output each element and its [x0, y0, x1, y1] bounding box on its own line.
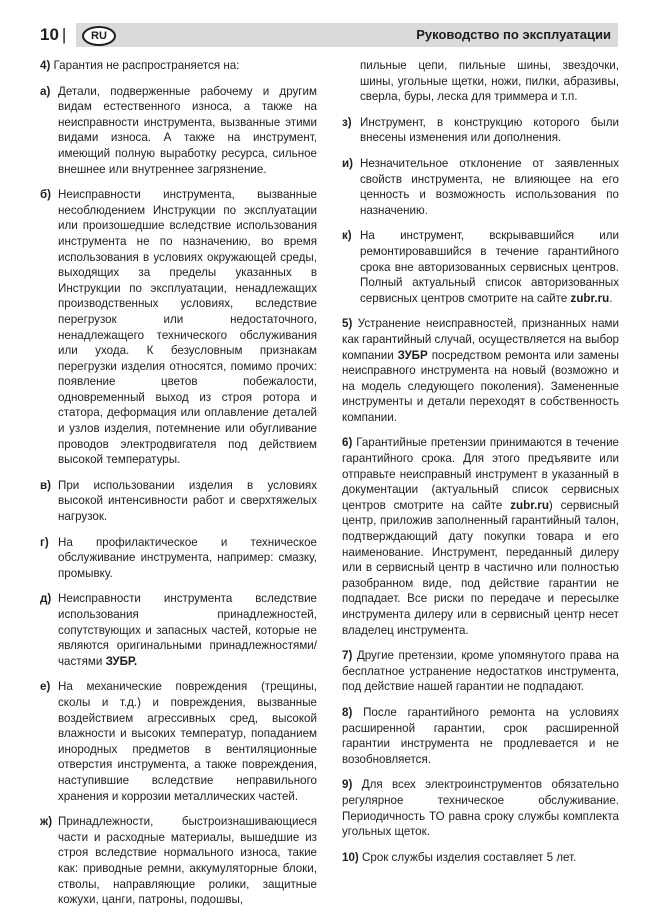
item-marker: г) [40, 535, 49, 549]
item-marker: к) [342, 229, 352, 243]
item-text: Гарантия не распространяется на: [53, 59, 240, 72]
item-text: При использовании изделия в условиях высокой интенсивности работ и сверхтяжелых нагрузок. [58, 478, 317, 524]
section-text: Для всех электроинструментов обязательно регулярное техническое обслуживание. Периодичность ТО равна сроку службы комплекта угольных щеток. [342, 778, 619, 839]
item-d [40, 591, 317, 669]
item-z [342, 115, 619, 146]
site-link[interactable]: zubr.ru [570, 291, 610, 305]
item-text: Детали, подверженные рабочему и другим видам естественного износа, а также на неисправности инструмента, вызванные этими видами износа. А также на инструмент, имеющий полную выработку ресурса, сильное внешнее или внутреннее загрязнение. [58, 84, 317, 176]
section-7 [342, 648, 619, 695]
section-4-intro [40, 58, 317, 74]
section-9 [342, 777, 619, 839]
item-text-wrap [58, 591, 317, 669]
item-marker: е) [40, 680, 51, 694]
item-marker: д) [40, 592, 52, 606]
section-text-cont: посредством ремонта или замены неисправного инструмента на новый (возможно и на модель следующего поколения). Замененные инструменты и детали переходят в собственность компании. [342, 348, 619, 424]
site-link[interactable]: zubr.ru [510, 498, 549, 512]
section-text: Срок службы изделия составляет 5 лет. [362, 850, 577, 864]
item-marker: в) [40, 478, 51, 492]
item-marker: а) [40, 84, 51, 98]
item-text: Принадлежности, быстроизнашивающиеся части и расходные материалы, вышедшие из строя вследствие нормального износа, такие как: приводные ремни, аккумуляторные блоки, стволы, направляющие ролики, защитные кожухи, цанги, патроны, подошвы, [58, 815, 317, 907]
item-text: На инструмент, вскрывавшийся или ремонтировавшийся в течение гарантийного срока вне авторизованных сервисных центров. Полный актуальный список авторизованных сервисных центров смотрите на сайте [360, 229, 619, 305]
item-marker: з) [342, 115, 352, 129]
item-b [40, 187, 317, 468]
section-marker: 6) [342, 436, 353, 450]
section-5 [342, 316, 619, 425]
section-10 [342, 850, 619, 866]
divider: | [61, 25, 67, 44]
item-i [342, 156, 619, 218]
item-marker: 4) [40, 59, 51, 72]
section-8 [342, 705, 619, 767]
item-text: На профилактическое и техническое обслуживание инструмента, например: смазку, промывку. [58, 535, 317, 580]
left-column [40, 58, 317, 918]
item-text: Инструмент, в конструкцию которого были внесены изменения или дополнения. [360, 115, 619, 145]
brand-name: ЗУБР [397, 348, 428, 362]
item-a [40, 84, 317, 178]
language-badge: RU [82, 26, 116, 46]
section-marker: 7) [342, 649, 353, 663]
item-marker: и) [342, 156, 353, 170]
page-title: Руководство по эксплуатации [416, 27, 611, 42]
item-v [40, 478, 317, 525]
item-text: Неисправности инструмента вследствие использования принадлежностей, сопутствующих и запасных частей, которые не являются оригинальными принадлежностями/частями [58, 592, 317, 668]
section-marker: 5) [342, 317, 353, 331]
page-number [40, 23, 76, 47]
item-text: Неисправности инструмента, вызванные несоблюдением Инструкции по эксплуатации или произошедшие вследствие использования инструмента не по назначению, во время использования в условиях окружающей среды, выходящих за пределы указанных в Инструкции по эксплуатации, ненадлежащих производственных условиях, вследствие перегрузок или недостаточного, ненадлежащего технического обслуживания или ухода. К безусловным признакам перегрузки изделия относятся, помимо прочих: появление цветов побежалости, одновременный выход из строя ротора и статора, деформация или оплавление деталей и узлов изделия, потемнение или обугливание проводов электродвигателя под действием высокой температуры. [58, 188, 317, 467]
item-zh [40, 814, 317, 908]
right-column [342, 58, 619, 875]
section-marker: 10) [342, 850, 359, 864]
item-marker: б) [40, 188, 52, 202]
section-text-cont: ) сервисный центр, приложив заполненный гарантийный талон, подтверждающий дату покупки товара и его наименование. Инструмент, переданный дилеру или в сервисный центр в частично или полностью разобранном виде, под действие гарантии не подпадает. Все риски по передаче и пересылке инструмента дилеру или в сервисный центр несет владелец инструмента. [342, 498, 619, 637]
item-k [342, 228, 619, 306]
item-g [40, 535, 317, 582]
brand-name: ЗУБР. [105, 654, 138, 668]
item-text: Незначительное отклонение от заявленных свойств инструмента, не влияющее на его ценность и возможность использования по назначению. [360, 156, 619, 217]
item-zh-continued: пильные цепи, пильные шины, звездочки, шины, угольные щетки, ножи, пилки, абразивы, сверла, буры, леска для триммера и т.п. [360, 59, 619, 104]
section-text: Устранение неисправностей, признанных нами как гарантийный случай, осуществляется на выбор компании [342, 317, 619, 362]
item-text-end: . [609, 291, 613, 305]
item-text-wrap [360, 228, 619, 306]
section-text: Гарантийные претензии принимаются в течение гарантийного срока. Для этого предъявите или отправьте неисправный инструмент в указанный в документации (актуальный список сервисных центров смотрите на сайте [342, 436, 619, 512]
section-marker: 8) [342, 705, 353, 719]
section-text: После гарантийного ремонта на условиях расширенной гарантии, срок расширенной гарантии инструмента не продлевается и не возобновляется. [342, 705, 619, 766]
section-6 [342, 435, 619, 638]
section-text: Другие претензии, кроме упомянутого права на бесплатное устранение недостатков инструмента, под действие нашей гарантии не подпадают. [342, 649, 619, 694]
section-marker: 9) [342, 778, 353, 792]
item-marker: ж) [40, 815, 53, 829]
item-text: На механические повреждения (трещины, сколы и т.д.) и повреждения, вызванные воздействием агрессивных сред, высокой влажности и высоких температур, попаданием инородных предметов в вентиляционные отверстия инструмента, а также повреждения, наступившие вследствие неправильного хранения и коррозии металлических частей. [58, 680, 317, 803]
item-e [40, 679, 317, 804]
page-number-value: 10 [40, 25, 59, 44]
